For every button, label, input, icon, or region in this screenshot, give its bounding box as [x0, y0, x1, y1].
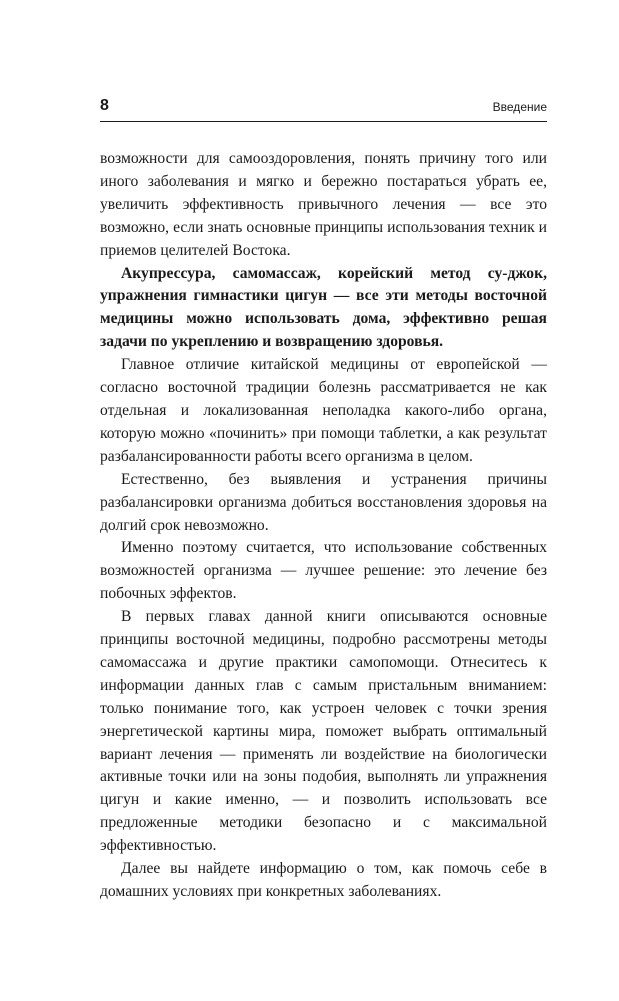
paragraph-bold-emphasis: Акупрессура, самомассаж, корейский метод су-джок, упражнения гимнастики цигун — все эти методы восточной медицины можно использовать дома, эффективно решая задачи по укреплению и возвращению здоровья.	[100, 264, 547, 351]
page-number: 8	[100, 97, 109, 114]
paragraph-continuation: возможности для самооздоровления, понять причину того или иного заболевания и мягко и бережно постараться убрать ее, увеличить эффективность привычного лечения — все это возможно, если знать основные принципы использования техник и приемов целителей Востока.	[100, 150, 547, 259]
page-header	[100, 96, 547, 118]
header-rule	[100, 121, 547, 122]
paragraph: Далее вы найдете информацию о том, как помочь себе в домашних условиях при конкретных заболеваниях.	[100, 860, 547, 900]
running-head-title: Введение	[492, 100, 547, 114]
paragraph: Именно поэтому считается, что использование собственных возможностей организма — лучшее решение: это лечение без побочных эффектов.	[100, 539, 547, 603]
paragraph: В первых главах данной книги описываются основные принципы восточной медицины, подробно рассмотрены методы самомассажа и другие практики самопомощи. Отнеситесь к информации данных глав с самым пристальным вниманием: только понимание того, как устроен человек с точки зрения энергетической картины мира, поможет выбрать оптимальный вариант лечения — применять ли воздействие на биологически активные точки или на зоны подобия, выполнять ли упражнения цигун и какие именно, — и позволить использовать все предложенные методики безопасно и с максимальной эффективностью.	[100, 608, 547, 855]
paragraph: Естественно, без выявления и устранения причины разбалансировки организма добиться восстановления здоровья на долгий срок невозможно.	[100, 470, 547, 534]
paragraph: Главное отличие китайской медицины от европейской — согласно восточной традиции болезнь рассматривается не как отдельная и локализованная неполадка какого-либо органа, которую можно «починить» при помощи таблетки, а как результат разбалансированности работы всего организма в целом.	[100, 356, 547, 465]
body-text	[100, 148, 547, 904]
